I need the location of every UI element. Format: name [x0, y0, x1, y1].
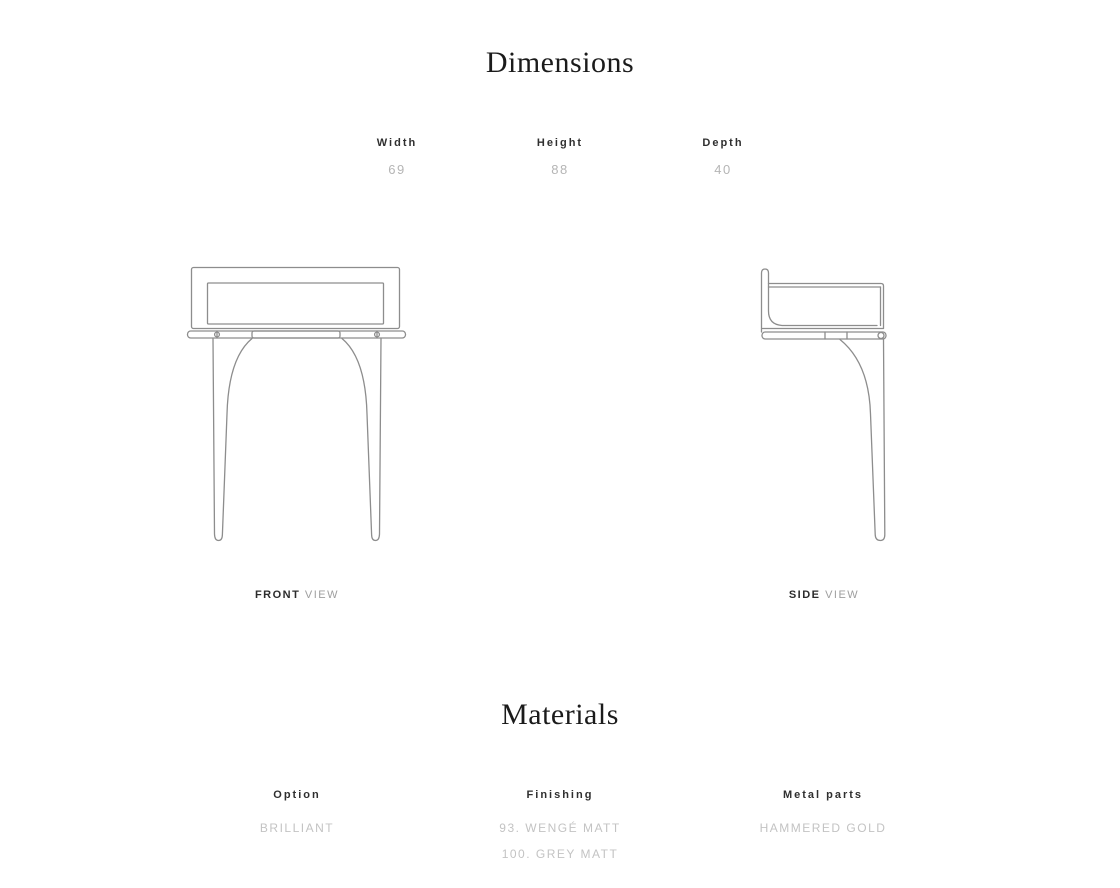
width-label: Width — [376, 137, 418, 149]
dimension-height — [479, 136, 642, 178]
finishing-value: 93. WENGÉ MATT — [499, 821, 621, 835]
side-view-label-strong: SIDE — [788, 589, 821, 601]
material-finishing-column — [429, 788, 692, 867]
finishing-values — [429, 815, 692, 867]
material-metal-parts-column — [692, 788, 955, 867]
dimension-depth — [642, 136, 805, 178]
metal-parts-value: HAMMERED GOLD — [759, 821, 887, 835]
depth-label: Depth — [702, 137, 744, 149]
height-label: Height — [536, 137, 584, 149]
dimensions-values-row — [0, 136, 1120, 178]
finishing-value-2: 100. GREY MATT — [501, 847, 619, 861]
materials-columns-row — [0, 788, 1120, 867]
front-view-label — [186, 589, 408, 602]
option-values — [166, 815, 429, 841]
side-view-drawing — [760, 266, 888, 546]
front-view-label-light: VIEW — [304, 589, 340, 601]
dimensions-section-title: Dimensions — [485, 46, 635, 79]
side-view-label — [760, 589, 888, 602]
height-value: 88 — [551, 162, 569, 177]
metal-parts-values — [692, 815, 955, 841]
finishing-label: Finishing — [526, 789, 594, 801]
depth-value: 40 — [714, 162, 732, 177]
option-value: BRILLIANT — [259, 821, 335, 835]
side-view-label-light: VIEW — [825, 589, 860, 601]
metal-parts-label: Metal parts — [782, 789, 864, 801]
option-label: Option — [273, 789, 321, 801]
width-value: 69 — [388, 162, 406, 177]
dimension-width — [316, 136, 479, 178]
front-view-drawing — [186, 266, 408, 546]
material-option-column — [166, 788, 429, 867]
materials-section-title: Materials — [501, 698, 619, 731]
front-view-label-strong: FRONT — [254, 589, 301, 601]
